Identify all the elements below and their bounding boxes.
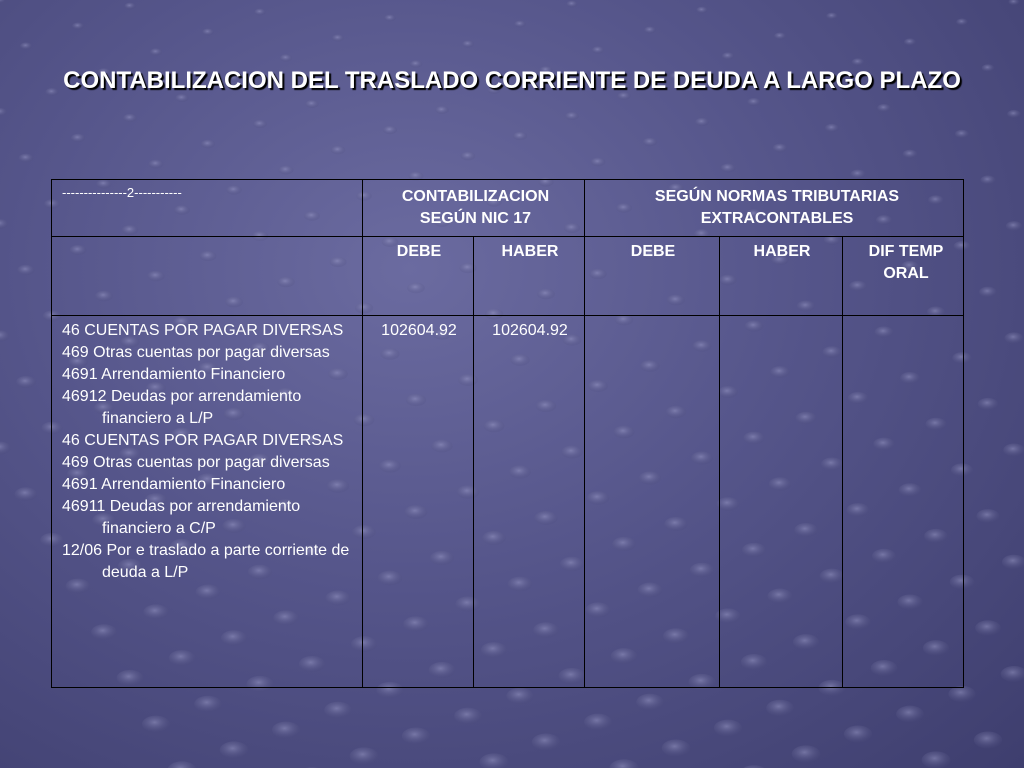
background-dot (877, 104, 891, 112)
header-nic-haber: HABER (474, 237, 585, 316)
background-dot (636, 694, 663, 710)
background-dot (383, 126, 397, 134)
slide-title: CONTABILIZACION DEL TRASLADO CORRIENTE DE DEUDA A LARGO PLAZO (63, 67, 961, 94)
trib-debe-value (585, 316, 720, 688)
background-dot (506, 688, 533, 704)
background-dot (123, 114, 137, 122)
list-item: 46 CUENTAS POR PAGAR DIVERSAS (62, 322, 344, 339)
background-dot (462, 40, 474, 47)
table-body-row (52, 316, 964, 688)
background-dot (766, 700, 794, 717)
background-dot (71, 134, 85, 143)
ledger-table (51, 179, 964, 688)
background-dot (714, 720, 742, 737)
background-dot (272, 722, 300, 739)
background-dot (903, 150, 918, 159)
background-dot (513, 132, 527, 141)
background-dot (0, 0, 6, 3)
background-dot (150, 48, 162, 55)
background-dot (17, 265, 34, 275)
list-item: 4691 Arrendamiento Financiero (62, 476, 286, 493)
background-dot (1007, 110, 1021, 118)
background-dot (454, 708, 482, 725)
background-dot (124, 3, 135, 10)
background-dot (696, 7, 707, 14)
header-separator-cell: ---------------2----------- (52, 180, 363, 237)
background-dot (976, 509, 999, 523)
header-trib-debe: DEBE (585, 237, 720, 316)
list-item: 469 Otras cuentas por pagar diversas (62, 454, 330, 471)
background-dot (15, 487, 38, 501)
account-entries-cell (52, 316, 363, 688)
background-dot (974, 731, 1002, 748)
background-dot (662, 739, 691, 756)
background-dot (201, 140, 215, 149)
background-dot (142, 716, 170, 733)
background-dot (280, 54, 292, 61)
background-dot (980, 175, 995, 184)
background-dot (331, 146, 346, 155)
background-dot (721, 164, 736, 173)
header-nic-debe: DEBE (363, 237, 474, 316)
dif-temporal-value (843, 316, 964, 688)
background-dot (904, 38, 916, 45)
background-dot (643, 138, 657, 147)
background-dot (896, 706, 924, 723)
background-dot (1008, 0, 1019, 5)
background-dot (461, 152, 476, 161)
background-dot (332, 34, 344, 41)
trib-haber-value (720, 316, 843, 688)
background-dot (480, 753, 509, 768)
background-dot (1001, 666, 1024, 682)
background-dot (644, 26, 656, 33)
background-dot (592, 46, 604, 53)
background-dot (0, 330, 9, 341)
background-dot (167, 761, 196, 768)
list-item: 46912 Deudas por arrendamiento financiero a L/P (62, 388, 302, 427)
background-dot (0, 219, 8, 229)
background-dot (194, 696, 222, 713)
background-dot (773, 144, 787, 153)
background-dot (956, 19, 968, 26)
background-dot (19, 154, 34, 163)
background-dot (1005, 332, 1024, 343)
background-dot (826, 13, 837, 20)
background-dot (591, 158, 606, 167)
list-item: 46 CUENTAS POR PAGAR DIVERSAS (62, 432, 344, 449)
background-dot (0, 108, 7, 116)
background-dot (0, 442, 11, 455)
background-dot (566, 1, 577, 8)
background-dot (514, 21, 526, 28)
table-header-row-1 (52, 180, 964, 237)
background-dot (16, 376, 36, 388)
background-dot (305, 100, 318, 108)
background-dot (979, 287, 997, 298)
background-dot (253, 120, 267, 128)
table-header-row-2 (52, 237, 964, 316)
header-empty-cell (52, 237, 363, 316)
header-trib-haber: HABER (720, 237, 843, 316)
background-dot (220, 741, 249, 758)
background-dot (532, 733, 560, 750)
background-dot (955, 130, 969, 138)
background-dot (844, 726, 872, 743)
list-item: 469 Otras cuentas por pagar diversas (62, 344, 330, 361)
background-dot (948, 686, 975, 702)
background-dot (324, 702, 352, 719)
background-dot (565, 112, 579, 120)
background-dot (584, 714, 612, 731)
background-dot (747, 98, 760, 106)
list-item: 46911 Deudas por arrendamiento financiero a C/P (62, 498, 301, 537)
background-dot (254, 9, 265, 16)
header-dif-temporal: DIF TEMPORAL (843, 237, 964, 316)
background-dot (852, 58, 864, 65)
background-dot (1003, 444, 1024, 457)
background-dot (850, 169, 865, 178)
background-dot (1006, 221, 1022, 231)
nic-haber-value: 102604.92 (474, 316, 585, 688)
background-dot (149, 160, 164, 169)
background-dot (20, 42, 32, 49)
background-dot (1002, 555, 1024, 570)
background-dot (975, 620, 1001, 635)
background-dot (825, 124, 839, 132)
background-dot (722, 52, 734, 59)
background-dot (384, 15, 395, 22)
background-dot (350, 747, 379, 764)
background-dot (695, 118, 709, 126)
list-item: 12/06 Por e traslado a parte corriente de deuda a L/P (62, 542, 350, 581)
background-dot (610, 759, 639, 768)
header-normas-tributarias: SEGÚN NORMAS TRIBUTARIAS EXTRACONTABLES (585, 180, 964, 237)
nic-debe-value: 102604.92 (363, 316, 474, 688)
header-nic17: CONTABILIZACION SEGÚN NIC 17 (363, 180, 585, 237)
list-item: 4691 Arrendamiento Financiero (62, 366, 286, 383)
background-dot (437, 0, 448, 1)
background-dot (774, 32, 786, 39)
background-dot (202, 28, 214, 35)
background-dot (402, 728, 430, 745)
background-dot (792, 745, 821, 762)
background-dot (72, 23, 84, 30)
background-dot (978, 398, 998, 410)
background-dot (922, 751, 951, 768)
background-dot (435, 106, 449, 114)
background-dot (279, 166, 294, 175)
